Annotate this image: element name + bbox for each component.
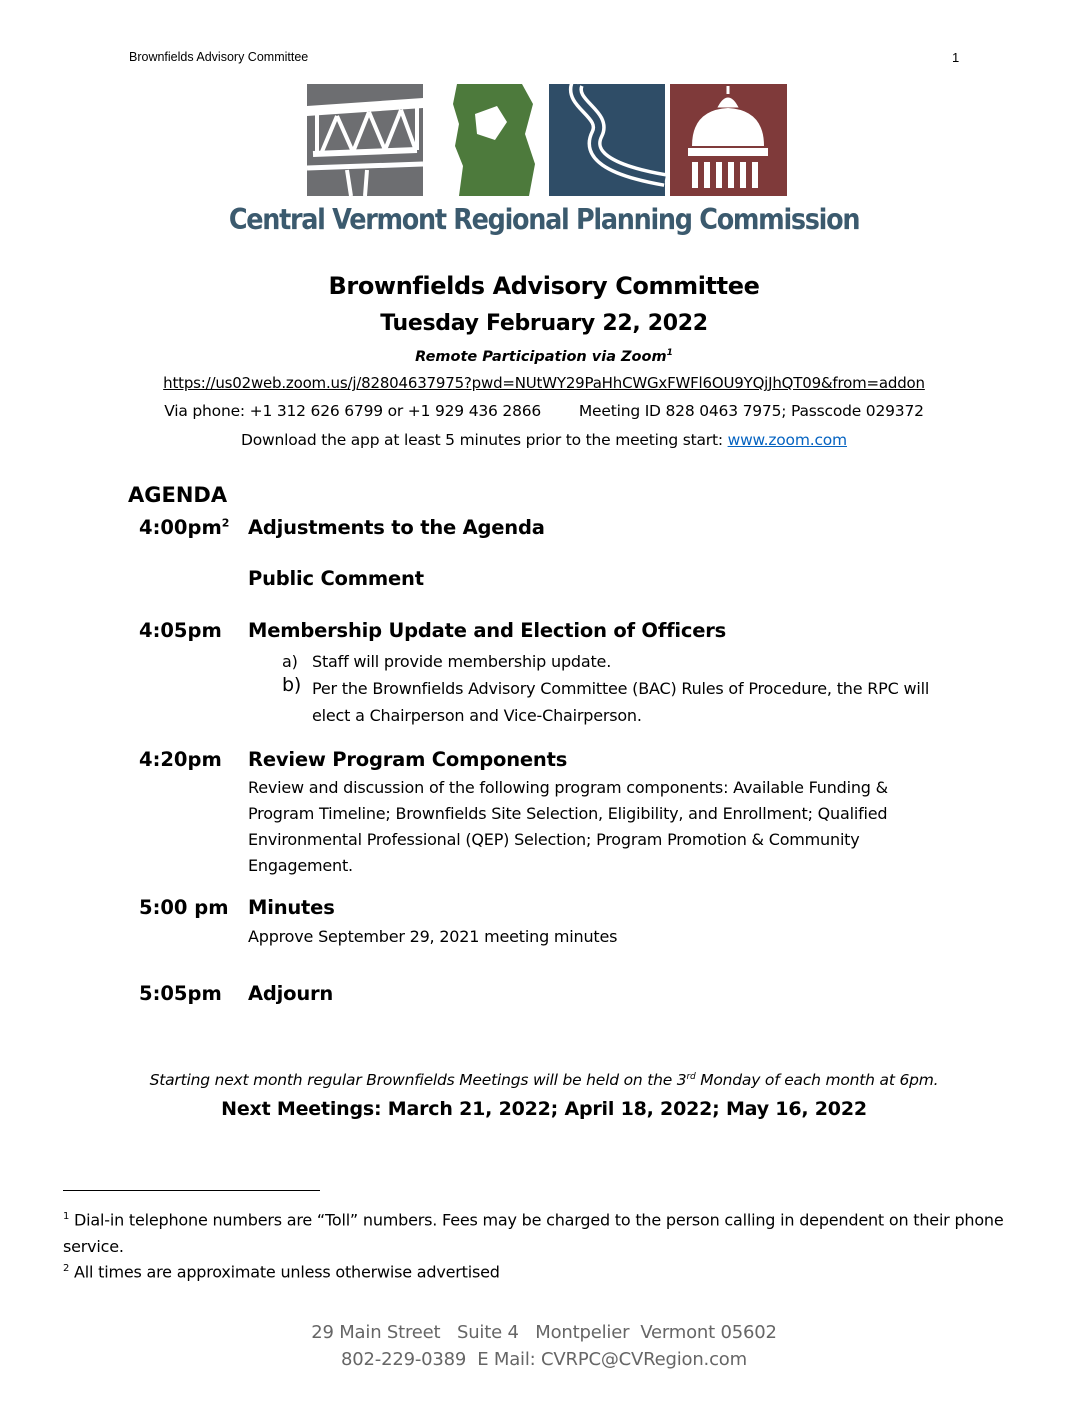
agenda-time: 4:20pm — [139, 748, 222, 771]
address-line-1: 29 Main Street Suite 4 Montpelier Vermont 05602 — [311, 1322, 777, 1343]
page-number: 1 — [952, 50, 960, 65]
download-instructions: Download the app at least 5 minutes prior to the meeting start: www.zoom.com — [241, 431, 847, 449]
zoom-meeting-link[interactable]: https://us02web.zoom.us/j/82804637975?pwd=NUtWY29PaHhCWGxFWFl6OU9YQjJhQT09&from=addon — [163, 374, 925, 392]
agenda-item-description: Review and discussion of the following program components: Available Funding & Program Timeline; Brownfields Site Selection, Eligibility, and Enrollment; Qualified Environmental Professional (QEP) Selection; Program Promotion & Community Engagement. — [248, 778, 888, 875]
bridge-icon — [307, 84, 423, 196]
organization-name: Central Vermont Regional Planning Commission — [228, 203, 860, 237]
agenda-time: 5:05pm — [139, 982, 222, 1005]
river-icon — [549, 84, 665, 196]
address-line-2: 802-229-0389 E Mail: CVRPC@CVRegion.com — [341, 1349, 747, 1370]
schedule-note: Starting next month regular Brownfields Meetings will be held on the 3rd Monday of each month at 6pm. — [149, 1071, 939, 1089]
footnote-mark: 1 — [666, 348, 673, 358]
agenda-item-description: Approve September 29, 2021 meeting minutes — [248, 927, 618, 946]
phone-dial-in: Via phone: +1 312 626 6799 or +1 929 436 2866 Meeting ID 828 0463 7975; Passcode 029372 — [164, 402, 924, 420]
agenda-item-title: Minutes — [248, 896, 335, 919]
agenda-heading: AGENDA — [128, 483, 228, 507]
agenda-time: $4:00pm^2$ — [139, 516, 230, 539]
meeting-date: Tuesday February 22, 2022 — [380, 311, 708, 336]
running-header: Brownfields Advisory Committee — [129, 50, 309, 64]
agenda-item-title: Adjourn — [248, 982, 334, 1005]
agenda-item-title: Public Comment — [248, 567, 424, 590]
agenda-item-title: Review Program Components — [248, 748, 568, 771]
remote-participation: Remote Participation via Zoom$^1$ — [415, 348, 673, 365]
vermont-map-icon — [428, 84, 544, 196]
meeting-title: Brownfields Advisory Committee — [328, 272, 760, 300]
next-meetings: Next Meetings: March 21, 2022; April 18, 2022; May 16, 2022 — [221, 1098, 867, 1120]
agenda-item-title: Membership Update and Election of Officers — [248, 619, 727, 642]
footnote-2: $^2$ All times are approximate unless otherwise advertised — [63, 1262, 500, 1282]
cvrpc-logo — [307, 84, 787, 196]
zoom-website-link[interactable]: www.zoom.com — [727, 431, 847, 449]
agenda-time: 4:05pm — [139, 619, 222, 642]
footnote-1: $^1$ Dial-in telephone numbers are “Toll” numbers. Fees may be charged to the person calling in dependent on their phone service. — [63, 1210, 1004, 1257]
footnote-divider — [63, 1190, 320, 1191]
capitol-dome-icon — [670, 84, 787, 196]
agenda-item-title: Adjustments to the Agenda — [248, 516, 545, 539]
agenda-time: 5:00 pm — [139, 896, 229, 919]
